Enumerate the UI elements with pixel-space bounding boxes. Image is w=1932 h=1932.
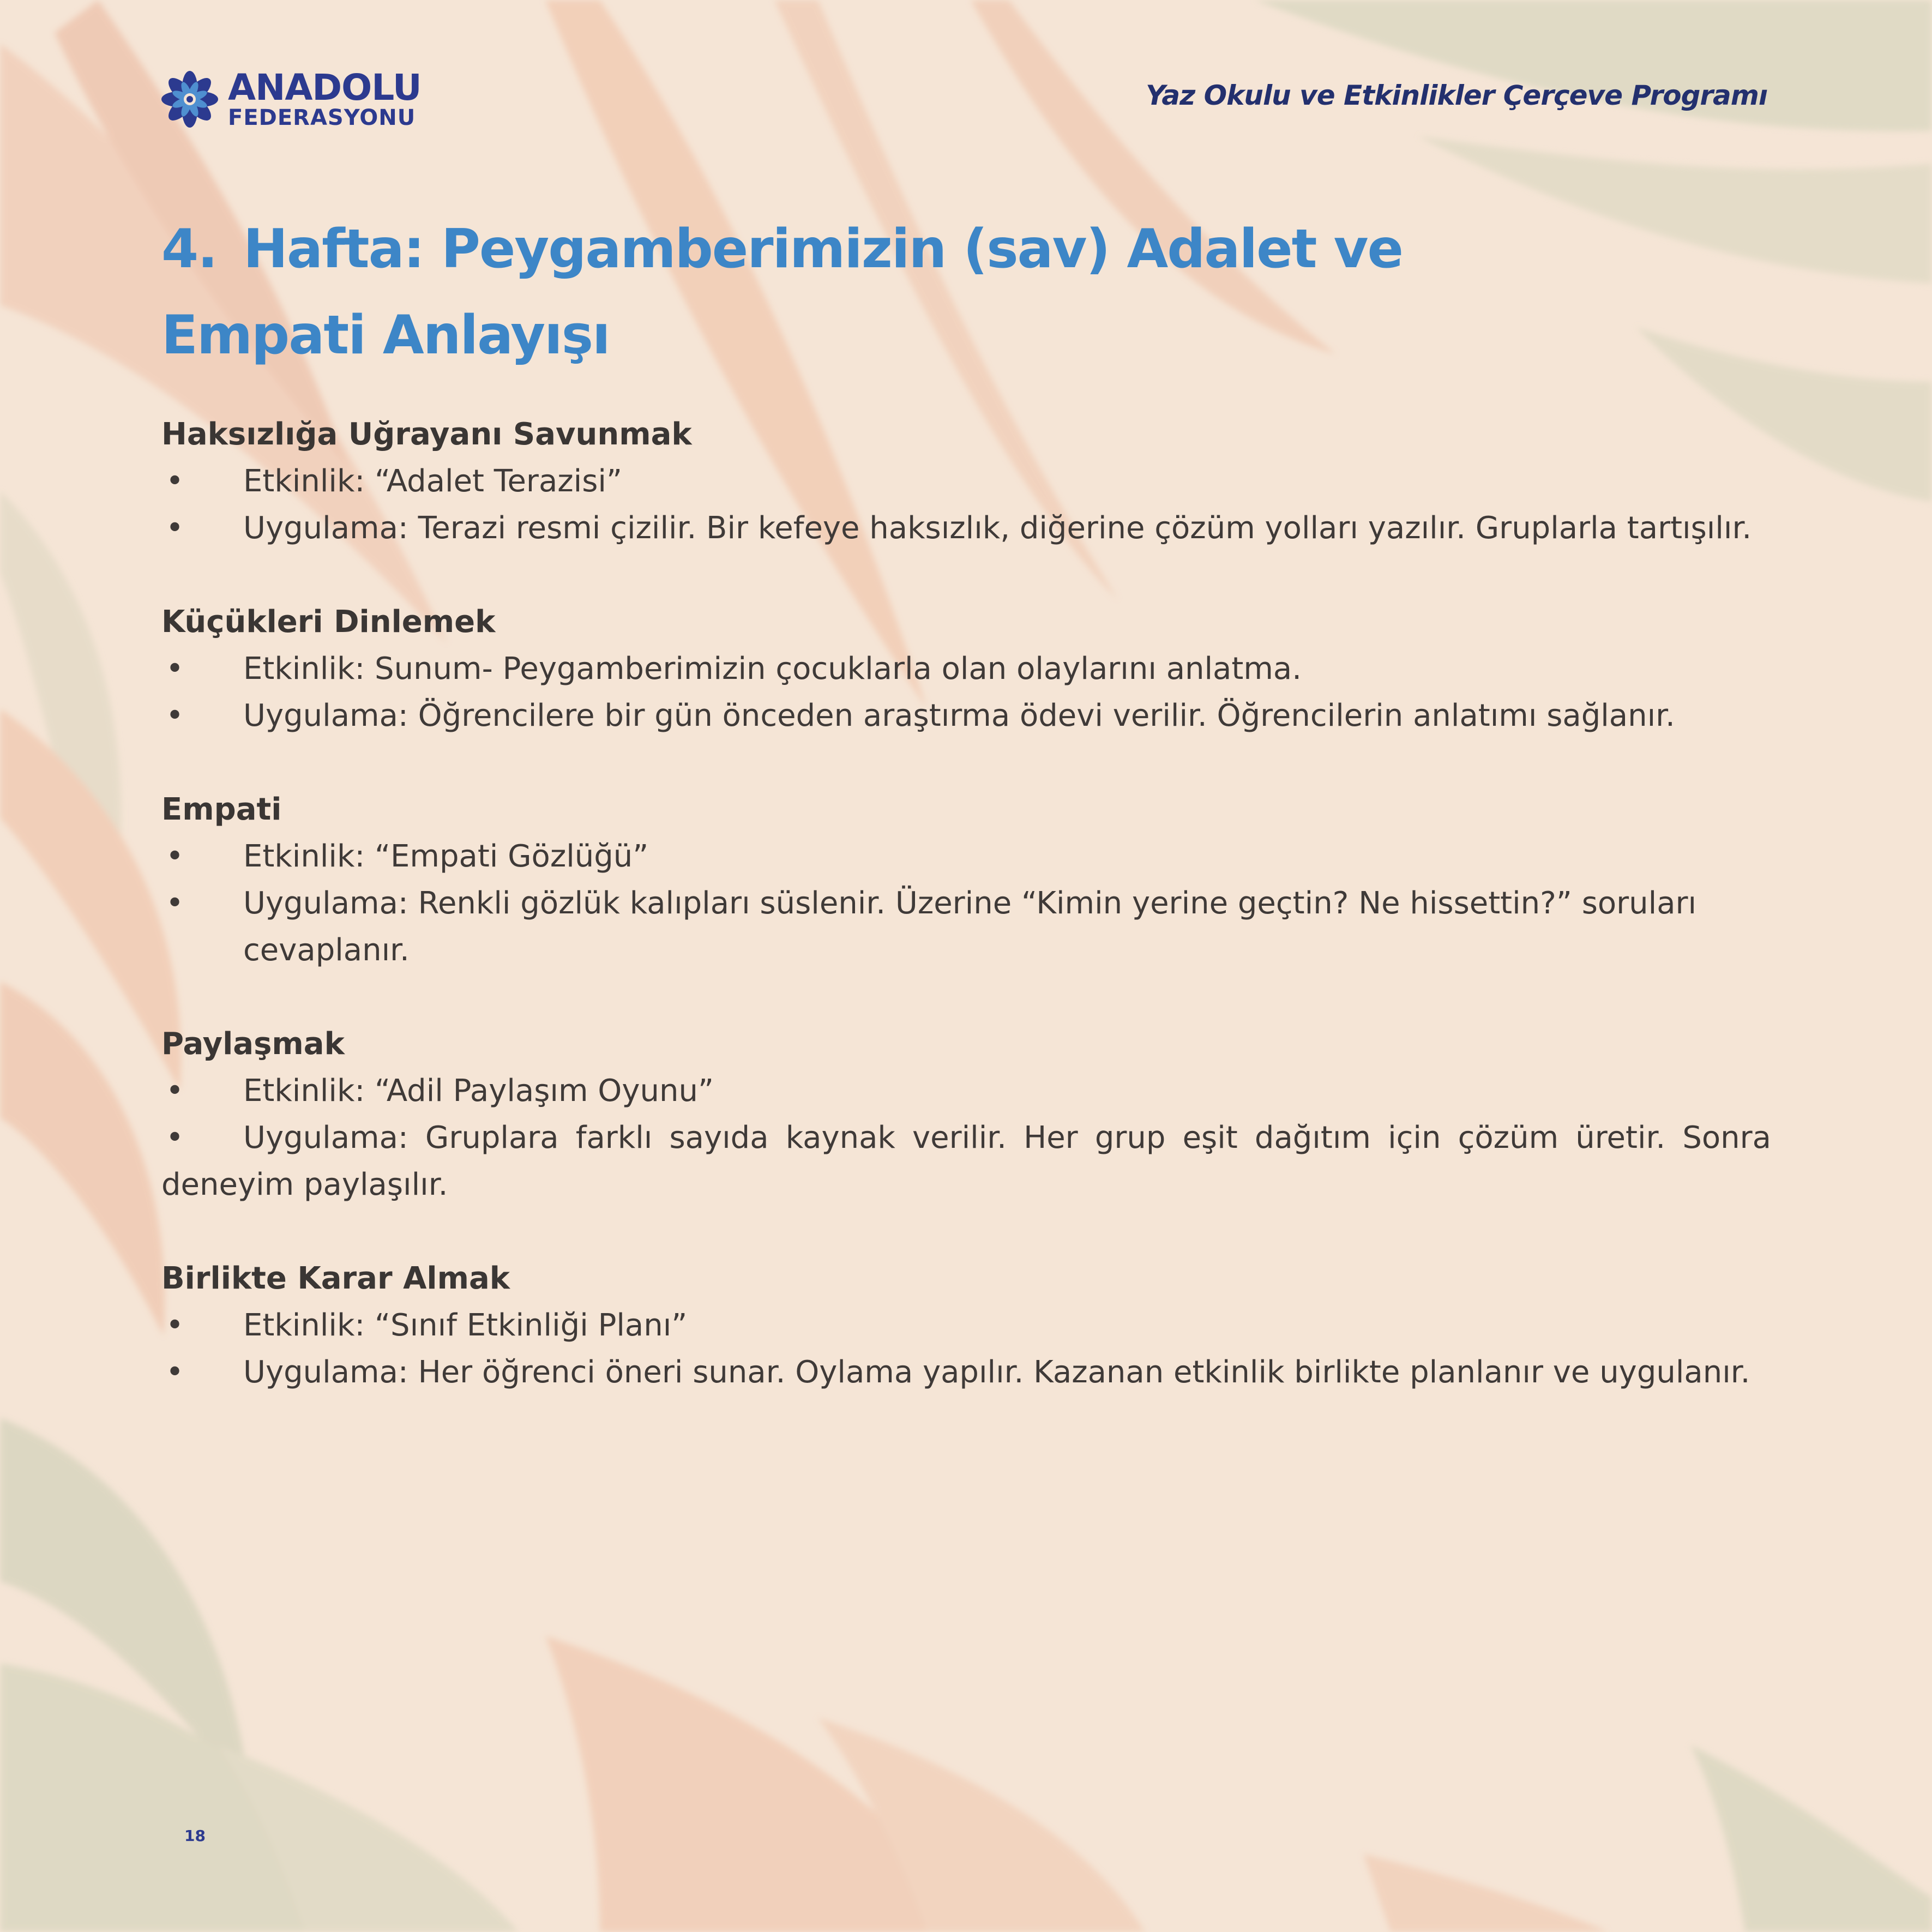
bullet-icon: • [166,698,184,733]
section-birlikte-karar-almak [161,1255,1771,1396]
list-item-text: Uygulama: Gruplara farklı sayıda kaynak verilir. Her grup eşit dağıtım için çözüm üretir. Sonra deneyim paylaşılır. [161,1120,1771,1202]
bullet-icon: • [166,1073,184,1109]
list-item [161,1349,1771,1396]
bullet-icon: • [166,1308,184,1343]
list-item [161,833,1771,880]
list-item-text: Uygulama: Renkli gözlük kalıpları süslenir. Üzerine “Kimin yerine geçtin? Ne hissettin?” soruları cevaplanır. [243,886,1697,968]
page-title-line-1 [161,206,1525,292]
page-title [161,206,1525,378]
list-item-text: Uygulama: Her öğrenci öneri sunar. Oylama yapılır. Kazanan etkinlik birlikte planlanır ve uygulanır. [243,1355,1750,1390]
list-item-text: Uygulama: Terazi resmi çizilir. Bir kefeye haksızlık, diğerine çözüm yolları yazılır. Gruplarla tartışılır. [243,510,1752,546]
list-item-text: Etkinlik: Sunum- Peygamberimizin çocuklarla olan olaylarını anlatma. [243,651,1302,687]
list-item [161,1302,1771,1349]
section-heading: Empati [161,792,282,827]
list-item [161,646,1771,693]
list-item [161,880,1771,974]
bullet-icon: • [166,886,184,921]
list-item [161,458,1771,505]
list-item-text: Uygulama: Öğrencilere bir gün önceden araştırma ödevi verilir. Öğrencilerin anlatımı sağlanır. [243,698,1675,733]
bullet-icon: • [166,1120,184,1155]
list-item [161,1068,1771,1115]
bullet-icon: • [166,651,184,687]
list-item-text: Etkinlik: “Empati Gözlüğü” [243,839,649,874]
section-heading: Birlikte Karar Almak [161,1261,510,1296]
brand-logo [159,69,422,130]
list-item-text: Etkinlik: “Adalet Terazisi” [243,464,622,499]
section-empati [161,786,1771,974]
bullet-icon: • [166,839,184,874]
bullet-icon: • [166,464,184,499]
list-item-text: Etkinlik: “Sınıf Etkinliği Planı” [243,1308,688,1343]
content-body [161,411,1771,1443]
list-item [161,693,1771,739]
logo-sub-text: FEDERASYONU [228,105,416,130]
program-title: Yaz Okulu ve Etkinlikler Çerçeve Programı [1146,80,1767,111]
list-item-text: Etkinlik: “Adil Paylaşım Oyunu” [243,1073,714,1109]
section-heading: Paylaşmak [161,1026,345,1062]
section-heading: Haksızlığa Uğrayanı Savunmak [161,417,692,452]
section-kucukleri-dinlemek [161,599,1771,739]
section-haksizliga-ugrayani-savunmak [161,411,1771,552]
page-title-text-1: Hafta: Peygamberimizin (sav) Adalet ve [243,218,1403,280]
section-paylasmak [161,1021,1771,1208]
week-number: 4. [161,218,217,280]
section-heading: Küçükleri Dinlemek [161,604,496,640]
bullet-icon: • [166,1355,184,1390]
list-item [161,1115,1771,1208]
page-number: 18 [184,1827,206,1845]
flower-logo-icon [159,69,220,130]
logo-main-text: ANADOLU [228,67,422,109]
bullet-icon: • [166,510,184,546]
page-title-line-2: Empati Anlayışı [161,304,610,366]
list-item [161,505,1771,552]
